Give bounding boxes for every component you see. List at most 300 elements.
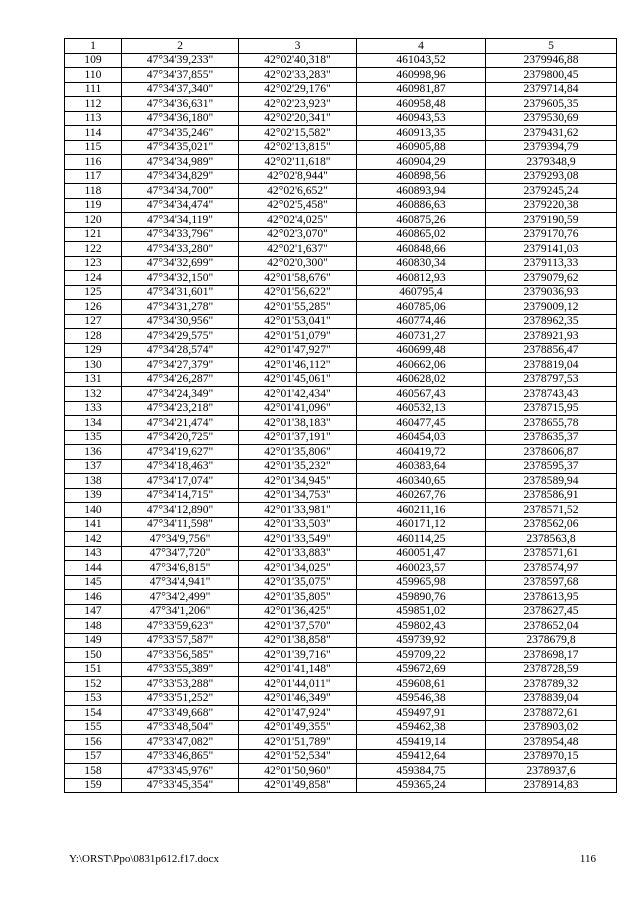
table-cell: 126 <box>65 300 122 315</box>
table-cell: 2378789,32 <box>486 677 617 692</box>
table-cell: 137 <box>65 459 122 474</box>
table-cell: 2379946,88 <box>486 53 617 68</box>
table-cell: 47°34'31,601" <box>122 285 239 300</box>
table-cell: 460998,96 <box>357 68 486 83</box>
table-cell: 146 <box>65 590 122 605</box>
table-row <box>65 329 617 344</box>
table-cell: 460898,56 <box>357 169 486 184</box>
table-cell: 42°01'42,434" <box>239 387 357 402</box>
table-cell: 2379036,93 <box>486 285 617 300</box>
table-cell: 2378613,95 <box>486 590 617 605</box>
table-header-row <box>65 39 617 54</box>
table-cell: 2378914,83 <box>486 778 617 793</box>
table-cell: 460865,02 <box>357 227 486 242</box>
table-cell: 42°01'45,061" <box>239 372 357 387</box>
table-cell: 2378652,04 <box>486 619 617 634</box>
table-cell: 2379605,35 <box>486 97 617 112</box>
table-cell: 2378872,61 <box>486 706 617 721</box>
table-cell: 2378679,8 <box>486 633 617 648</box>
table-cell: 47°34'12,890" <box>122 503 239 518</box>
table-cell: 460383,64 <box>357 459 486 474</box>
table-cell: 42°01'41,148" <box>239 662 357 677</box>
table-row <box>65 430 617 445</box>
table-cell: 2378627,45 <box>486 604 617 619</box>
table-cell: 140 <box>65 503 122 518</box>
table-row <box>65 445 617 460</box>
table-cell: 42°01'35,805" <box>239 590 357 605</box>
table-cell: 47°34'39,233" <box>122 53 239 68</box>
table-row <box>65 517 617 532</box>
table-cell: 112 <box>65 97 122 112</box>
table-cell: 47°34'1,206" <box>122 604 239 619</box>
table-cell: 42°01'36,425" <box>239 604 357 619</box>
table-cell: 109 <box>65 53 122 68</box>
table-row <box>65 256 617 271</box>
table-cell: 122 <box>65 242 122 257</box>
table-cell: 461043,52 <box>357 53 486 68</box>
table-cell: 2378970,15 <box>486 749 617 764</box>
table-cell: 47°34'14,715" <box>122 488 239 503</box>
table-cell: 42°02'33,283" <box>239 68 357 83</box>
table-cell: 2379245,24 <box>486 184 617 199</box>
table-cell: 135 <box>65 430 122 445</box>
table-cell: 42°01'39,716" <box>239 648 357 663</box>
footer-file-path: Y:\ORST\Ppo\0831p612.f17.docx <box>69 853 219 865</box>
table-row <box>65 68 617 83</box>
table-cell: 47°34'34,989" <box>122 155 239 170</box>
table-body <box>65 53 617 793</box>
column-header: 1 <box>65 39 122 54</box>
table-cell: 42°02'1,637" <box>239 242 357 257</box>
table-row <box>65 546 617 561</box>
table-row <box>65 735 617 750</box>
table-cell: 157 <box>65 749 122 764</box>
table-cell: 42°01'47,924" <box>239 706 357 721</box>
table-cell: 460795,4 <box>357 285 486 300</box>
table-row <box>65 532 617 547</box>
table-cell: 159 <box>65 778 122 793</box>
table-cell: 459739,92 <box>357 633 486 648</box>
table-row <box>65 590 617 605</box>
table-row <box>65 82 617 97</box>
table-cell: 133 <box>65 401 122 416</box>
table-cell: 47°34'30,956" <box>122 314 239 329</box>
table-cell: 152 <box>65 677 122 692</box>
table-cell: 42°02'8,944" <box>239 169 357 184</box>
table-cell: 42°01'51,789" <box>239 735 357 750</box>
table-cell: 460785,06 <box>357 300 486 315</box>
table-cell: 47°33'53,288" <box>122 677 239 692</box>
table-cell: 459497,91 <box>357 706 486 721</box>
table-cell: 2378962,35 <box>486 314 617 329</box>
table-cell: 460662,06 <box>357 358 486 373</box>
table-cell: 42°01'37,570" <box>239 619 357 634</box>
table-cell: 460774,46 <box>357 314 486 329</box>
table-cell: 42°01'50,960" <box>239 764 357 779</box>
table-cell: 47°34'19,627" <box>122 445 239 460</box>
table-row <box>65 111 617 126</box>
table-cell: 47°33'48,504" <box>122 720 239 735</box>
table-cell: 115 <box>65 140 122 155</box>
table-cell: 42°02'40,318" <box>239 53 357 68</box>
table-cell: 460699,48 <box>357 343 486 358</box>
table-cell: 42°02'11,618" <box>239 155 357 170</box>
table-cell: 114 <box>65 126 122 141</box>
table-cell: 116 <box>65 155 122 170</box>
table-row <box>65 778 617 793</box>
table-cell: 2378743,43 <box>486 387 617 402</box>
table-cell: 2378562,06 <box>486 517 617 532</box>
table-cell: 42°02'3,070" <box>239 227 357 242</box>
table-cell: 47°34'31,278" <box>122 300 239 315</box>
table-row <box>65 358 617 373</box>
column-header: 3 <box>239 39 357 54</box>
table-cell: 117 <box>65 169 122 184</box>
table-cell: 124 <box>65 271 122 286</box>
table-cell: 2379009,12 <box>486 300 617 315</box>
table-cell: 2378698,17 <box>486 648 617 663</box>
table-cell: 42°02'6,652" <box>239 184 357 199</box>
table-row <box>65 169 617 184</box>
table-row <box>65 401 617 416</box>
table-cell: 42°01'33,503" <box>239 517 357 532</box>
table-cell: 47°34'21,474" <box>122 416 239 431</box>
table-cell: 2378715,95 <box>486 401 617 416</box>
table-cell: 459462,38 <box>357 720 486 735</box>
table-cell: 459890,76 <box>357 590 486 605</box>
table-cell: 2379293,08 <box>486 169 617 184</box>
table-cell: 156 <box>65 735 122 750</box>
table-cell: 42°01'35,806" <box>239 445 357 460</box>
table-cell: 2379190,59 <box>486 213 617 228</box>
table-cell: 47°34'9,756" <box>122 532 239 547</box>
table-cell: 47°34'34,700" <box>122 184 239 199</box>
table-cell: 42°01'38,858" <box>239 633 357 648</box>
table-row <box>65 97 617 112</box>
table-cell: 47°34'7,720" <box>122 546 239 561</box>
table-cell: 460848,66 <box>357 242 486 257</box>
table-cell: 2378595,37 <box>486 459 617 474</box>
table-cell: 460943,53 <box>357 111 486 126</box>
table-cell: 460114,25 <box>357 532 486 547</box>
table-cell: 460981,87 <box>357 82 486 97</box>
table-cell: 2378586,91 <box>486 488 617 503</box>
table-cell: 42°01'35,232" <box>239 459 357 474</box>
table-row <box>65 343 617 358</box>
table-cell: 145 <box>65 575 122 590</box>
table-cell: 2378571,61 <box>486 546 617 561</box>
table-cell: 47°34'23,218" <box>122 401 239 416</box>
table-row <box>65 300 617 315</box>
table-cell: 128 <box>65 329 122 344</box>
table-cell: 118 <box>65 184 122 199</box>
table-cell: 42°01'49,858" <box>239 778 357 793</box>
table-row <box>65 648 617 663</box>
table-cell: 138 <box>65 474 122 489</box>
table-cell: 148 <box>65 619 122 634</box>
table-cell: 460628,02 <box>357 372 486 387</box>
column-header: 4 <box>357 39 486 54</box>
table-cell: 2378819,04 <box>486 358 617 373</box>
table-cell: 459546,38 <box>357 691 486 706</box>
table-cell: 158 <box>65 764 122 779</box>
table-row <box>65 53 617 68</box>
table-cell: 47°34'37,340" <box>122 82 239 97</box>
table-cell: 47°34'33,796" <box>122 227 239 242</box>
table-cell: 460905,88 <box>357 140 486 155</box>
table-cell: 47°33'45,354" <box>122 778 239 793</box>
table-cell: 47°33'49,668" <box>122 706 239 721</box>
table-cell: 42°01'38,183" <box>239 416 357 431</box>
table-cell: 2379530,69 <box>486 111 617 126</box>
table-cell: 459384,75 <box>357 764 486 779</box>
table-cell: 2378728,59 <box>486 662 617 677</box>
table-cell: 460913,35 <box>357 126 486 141</box>
table-cell: 42°01'37,191" <box>239 430 357 445</box>
table-cell: 460419,72 <box>357 445 486 460</box>
table-row <box>65 155 617 170</box>
table-cell: 42°01'47,927" <box>239 343 357 358</box>
table-row <box>65 474 617 489</box>
table-row <box>65 488 617 503</box>
table-row <box>65 561 617 576</box>
table-cell: 42°02'4,025" <box>239 213 357 228</box>
table-row <box>65 691 617 706</box>
table-cell: 2379141,03 <box>486 242 617 257</box>
table-cell: 2378937,6 <box>486 764 617 779</box>
table-row <box>65 140 617 155</box>
table-cell: 42°01'51,079" <box>239 329 357 344</box>
table-cell: 144 <box>65 561 122 576</box>
table-cell: 460812,93 <box>357 271 486 286</box>
table-cell: 2378563,8 <box>486 532 617 547</box>
table-row <box>65 633 617 648</box>
table-cell: 42°01'34,025" <box>239 561 357 576</box>
table-cell: 2378655,78 <box>486 416 617 431</box>
table-cell: 150 <box>65 648 122 663</box>
table-cell: 460340,65 <box>357 474 486 489</box>
table-cell: 47°34'4,941" <box>122 575 239 590</box>
table-cell: 47°34'2,499" <box>122 590 239 605</box>
table-cell: 47°34'35,246" <box>122 126 239 141</box>
table-cell: 459851,02 <box>357 604 486 619</box>
table-cell: 2379220,38 <box>486 198 617 213</box>
table-cell: 42°01'34,753" <box>239 488 357 503</box>
table-cell: 47°34'33,280" <box>122 242 239 257</box>
table-cell: 47°34'36,631" <box>122 97 239 112</box>
table-cell: 2378797,53 <box>486 372 617 387</box>
table-cell: 125 <box>65 285 122 300</box>
table-row <box>65 126 617 141</box>
table-cell: 42°01'33,981" <box>239 503 357 518</box>
table-cell: 2379348,9 <box>486 155 617 170</box>
table-cell: 2378856,47 <box>486 343 617 358</box>
table-row <box>65 764 617 779</box>
table-cell: 460532,13 <box>357 401 486 416</box>
table-row <box>65 503 617 518</box>
table-cell: 47°33'46,865" <box>122 749 239 764</box>
table-cell: 2378954,48 <box>486 735 617 750</box>
table-cell: 42°02'20,341" <box>239 111 357 126</box>
table-cell: 47°34'29,575" <box>122 329 239 344</box>
table-cell: 47°34'27,379" <box>122 358 239 373</box>
table-cell: 460454,03 <box>357 430 486 445</box>
table-cell: 460886,63 <box>357 198 486 213</box>
table-cell: 459709,22 <box>357 648 486 663</box>
coordinates-table <box>64 38 617 793</box>
table-row <box>65 575 617 590</box>
table-cell: 121 <box>65 227 122 242</box>
table-cell: 42°01'35,075" <box>239 575 357 590</box>
table-cell: 47°34'36,180" <box>122 111 239 126</box>
table-cell: 460731,27 <box>357 329 486 344</box>
table-cell: 149 <box>65 633 122 648</box>
table-cell: 42°01'34,945" <box>239 474 357 489</box>
table-cell: 47°33'47,082" <box>122 735 239 750</box>
table-cell: 2378589,94 <box>486 474 617 489</box>
table-row <box>65 459 617 474</box>
table-cell: 47°33'51,252" <box>122 691 239 706</box>
table-cell: 47°34'6,815" <box>122 561 239 576</box>
table-row <box>65 387 617 402</box>
table-cell: 42°01'56,622" <box>239 285 357 300</box>
table-cell: 119 <box>65 198 122 213</box>
column-header: 2 <box>122 39 239 54</box>
table-row <box>65 372 617 387</box>
table-cell: 47°33'45,976" <box>122 764 239 779</box>
table-cell: 143 <box>65 546 122 561</box>
table-cell: 2378903,02 <box>486 720 617 735</box>
table-cell: 139 <box>65 488 122 503</box>
table-cell: 459672,69 <box>357 662 486 677</box>
table-cell: 460211,16 <box>357 503 486 518</box>
table-cell: 2379431,62 <box>486 126 617 141</box>
table-cell: 460051,47 <box>357 546 486 561</box>
table-cell: 460267,76 <box>357 488 486 503</box>
table-cell: 42°01'46,349" <box>239 691 357 706</box>
table-cell: 460477,45 <box>357 416 486 431</box>
table-row <box>65 706 617 721</box>
table-cell: 47°34'32,699" <box>122 256 239 271</box>
table-cell: 131 <box>65 372 122 387</box>
table-cell: 42°02'13,815" <box>239 140 357 155</box>
table-cell: 42°01'52,534" <box>239 749 357 764</box>
table-cell: 42°01'53,041" <box>239 314 357 329</box>
table-cell: 47°34'34,829" <box>122 169 239 184</box>
table-cell: 132 <box>65 387 122 402</box>
table-row <box>65 242 617 257</box>
table-cell: 155 <box>65 720 122 735</box>
table-cell: 129 <box>65 343 122 358</box>
table-cell: 460875,26 <box>357 213 486 228</box>
table-cell: 42°02'0,300" <box>239 256 357 271</box>
footer-page-number: 116 <box>579 853 596 865</box>
table-cell: 460830,34 <box>357 256 486 271</box>
table-cell: 42°01'58,676" <box>239 271 357 286</box>
table-cell: 460023,57 <box>357 561 486 576</box>
table-row <box>65 662 617 677</box>
column-header: 5 <box>486 39 617 54</box>
table-cell: 47°33'56,585" <box>122 648 239 663</box>
table-cell: 42°01'49,355" <box>239 720 357 735</box>
table-cell: 151 <box>65 662 122 677</box>
table-cell: 47°33'55,389" <box>122 662 239 677</box>
table-cell: 2378606,87 <box>486 445 617 460</box>
table-row <box>65 184 617 199</box>
table-cell: 136 <box>65 445 122 460</box>
table-cell: 42°02'23,923" <box>239 97 357 112</box>
table-row <box>65 619 617 634</box>
table-cell: 134 <box>65 416 122 431</box>
table-row <box>65 198 617 213</box>
table-cell: 123 <box>65 256 122 271</box>
table-cell: 47°33'59,623" <box>122 619 239 634</box>
table-cell: 47°34'35,021" <box>122 140 239 155</box>
table-cell: 153 <box>65 691 122 706</box>
table-cell: 42°01'33,549" <box>239 532 357 547</box>
table-row <box>65 416 617 431</box>
table-row <box>65 677 617 692</box>
table-cell: 47°34'26,287" <box>122 372 239 387</box>
table-cell: 2378921,93 <box>486 329 617 344</box>
table-cell: 120 <box>65 213 122 228</box>
table-cell: 2378839,04 <box>486 691 617 706</box>
table-cell: 47°33'57,587" <box>122 633 239 648</box>
table-cell: 2379800,45 <box>486 68 617 83</box>
table-cell: 110 <box>65 68 122 83</box>
table-cell: 47°34'34,119" <box>122 213 239 228</box>
table-row <box>65 749 617 764</box>
table-cell: 2378635,37 <box>486 430 617 445</box>
table-cell: 47°34'37,855" <box>122 68 239 83</box>
table-cell: 127 <box>65 314 122 329</box>
table-cell: 460958,48 <box>357 97 486 112</box>
table-cell: 459802,43 <box>357 619 486 634</box>
table-cell: 460893,94 <box>357 184 486 199</box>
table-cell: 147 <box>65 604 122 619</box>
table-row <box>65 314 617 329</box>
table-cell: 459608,61 <box>357 677 486 692</box>
table-cell: 141 <box>65 517 122 532</box>
table-cell: 42°01'33,883" <box>239 546 357 561</box>
table-cell: 42°02'29,176" <box>239 82 357 97</box>
table-cell: 42°01'41,096" <box>239 401 357 416</box>
table-cell: 142 <box>65 532 122 547</box>
table-cell: 47°34'18,463" <box>122 459 239 474</box>
table-cell: 42°01'46,112" <box>239 358 357 373</box>
table-cell: 2378574,97 <box>486 561 617 576</box>
table-cell: 47°34'20,725" <box>122 430 239 445</box>
table-cell: 130 <box>65 358 122 373</box>
table-cell: 42°02'5,458" <box>239 198 357 213</box>
table-cell: 459412,64 <box>357 749 486 764</box>
table-cell: 42°01'44,011" <box>239 677 357 692</box>
table-cell: 111 <box>65 82 122 97</box>
table-cell: 47°34'32,150" <box>122 271 239 286</box>
table-cell: 113 <box>65 111 122 126</box>
table-cell: 2379113,33 <box>486 256 617 271</box>
table-row <box>65 271 617 286</box>
table-cell: 47°34'17,074" <box>122 474 239 489</box>
table-cell: 47°34'28,574" <box>122 343 239 358</box>
table-cell: 459965,98 <box>357 575 486 590</box>
table-cell: 459365,24 <box>357 778 486 793</box>
table-cell: 47°34'11,598" <box>122 517 239 532</box>
table-row <box>65 227 617 242</box>
table-cell: 154 <box>65 706 122 721</box>
table-cell: 460904,29 <box>357 155 486 170</box>
table-cell: 2379079,62 <box>486 271 617 286</box>
